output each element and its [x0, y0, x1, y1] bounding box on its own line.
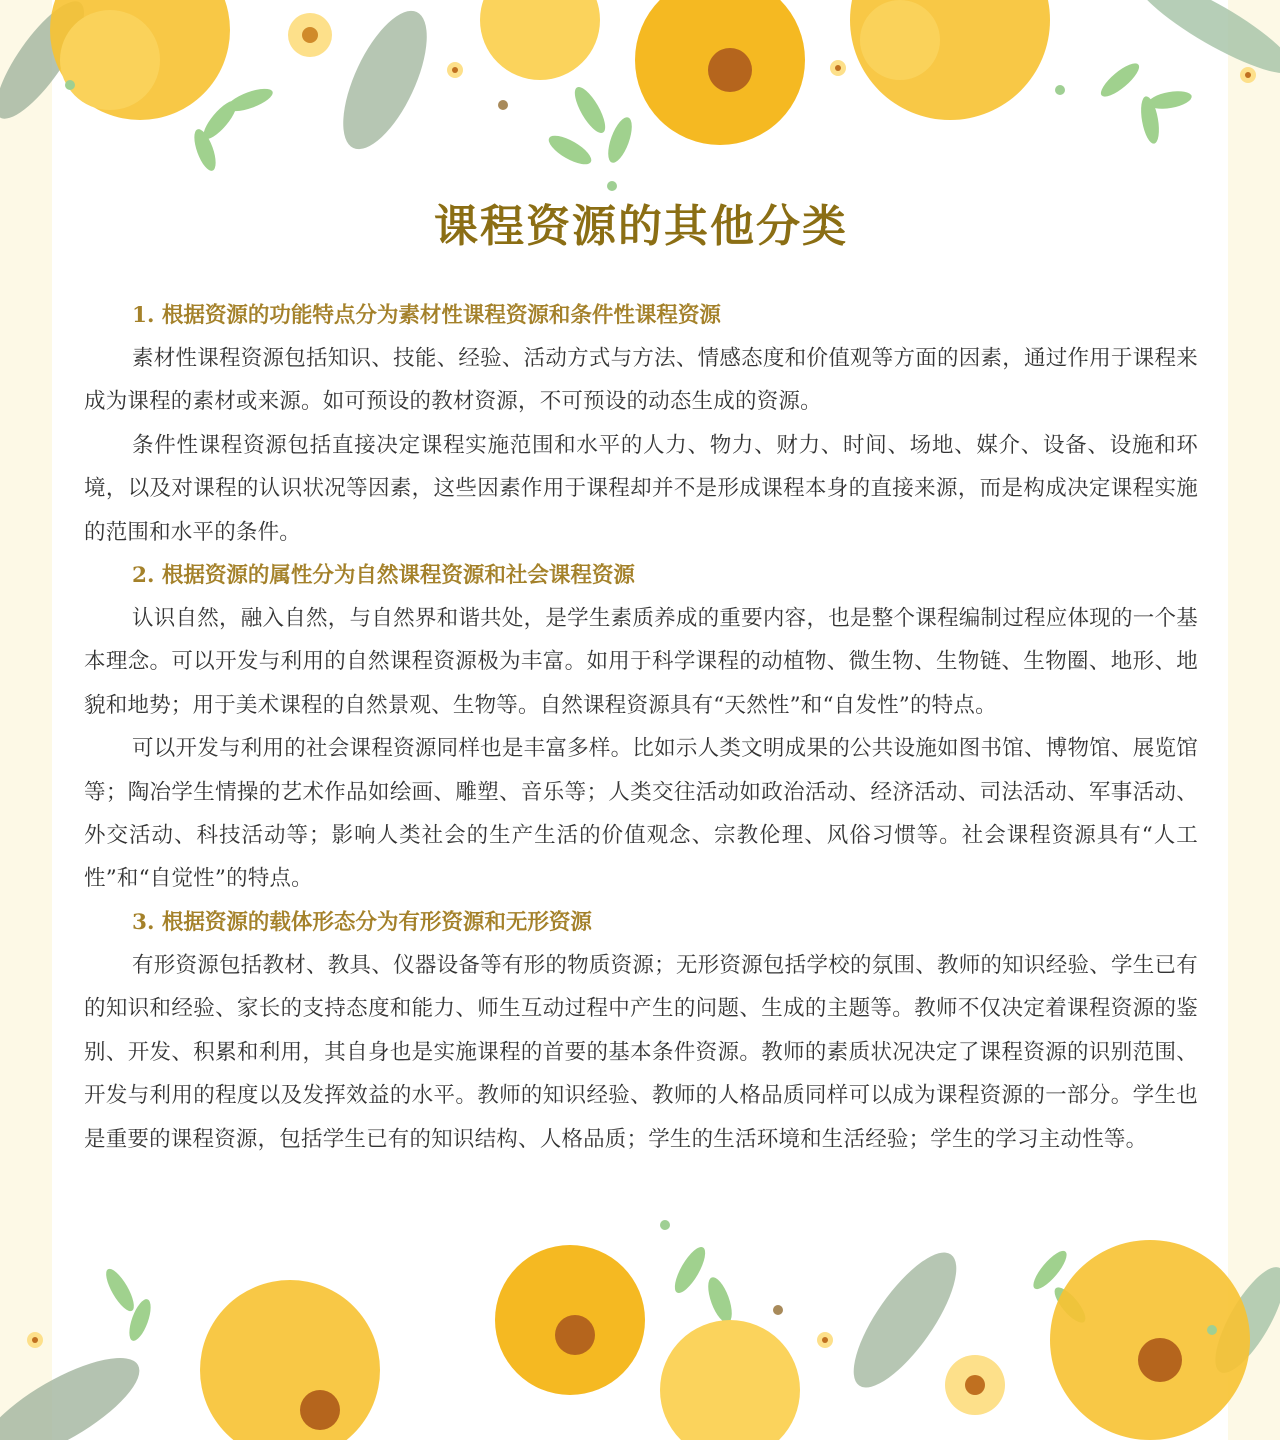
- paragraph: 可以开发与利用的社会课程资源同样也是丰富多样。比如示人类文明成果的公共设施如图书馆、博物馆、展览馆等；陶冶学生情操的艺术作品如绘画、雕塑、音乐等；人类交往活动如政治活动、经济活动、司法活动、军事活动、外交活动、科技活动等；影响人类社会的生产生活的价值观念、宗教伦理、风俗习惯等。社会课程资源具有“人工性”和“自觉性”的特点。: [84, 736, 1198, 892]
- section-1: [84, 294, 1198, 554]
- section-heading: 2. 根据资源的属性分为自然课程资源和社会课程资源: [132, 563, 635, 589]
- paragraph: 认识自然，融入自然，与自然界和谐共处，是学生素质养成的重要内容，也是整个课程编制过程应体现的一个基本理念。可以开发与利用的自然课程资源极为丰富。如用于科学课程的动植物、微生物、生物链、生物圈、地形、地貌和地势；用于美术课程的自然景观、生物等。自然课程资源具有“天然性”和“自发性”的特点。: [84, 606, 1198, 718]
- article: [84, 190, 1198, 1161]
- section-heading: 3. 根据资源的载体形态分为有形资源和无形资源: [132, 909, 592, 935]
- paragraph: 有形资源包括教材、教具、仪器设备等有形的物质资源；无形资源包括学校的氛围、教师的知识经验、学生已有的知识和经验、家长的支持态度和能力、师生互动过程中产生的问题、生成的主题等。教师不仅决定着课程资源的鉴别、开发、积累和利用，其自身也是实施课程的首要的基本条件资源。教师的素质状况决定了课程资源的识别范围、开发与利用的程度以及发挥效益的水平。教师的知识经验、教师的人格品质同样可以成为课程资源的一部分。学生也是重要的课程资源，包括学生已有的知识结构、人格品质；学生的生活环境和生活经验；学生的学习主动性等。: [84, 952, 1198, 1152]
- section-2: [84, 554, 1198, 901]
- section-heading: 1. 根据资源的功能特点分为素材性课程资源和条件性课程资源: [132, 303, 721, 328]
- paragraph: 素材性课程资源包括知识、技能、经验、活动方式与方法、情感态度和价值观等方面的因素，通过作用于课程来成为课程的素材或来源。如可预设的教材资源，不可预设的动态生成的资源。: [84, 346, 1198, 415]
- paragraph: 条件性课程资源包括直接决定课程实施范围和水平的人力、物力、财力、时间、场地、媒介、设备、设施和环境，以及对课程的认识状况等因素，这些因素作用于课程却并不是形成课程本身的直接来源，而是构成决定课程实施的范围和水平的条件。: [84, 432, 1198, 545]
- page-title: 课程资源的其他分类: [434, 201, 848, 252]
- section-3: [84, 901, 1198, 1161]
